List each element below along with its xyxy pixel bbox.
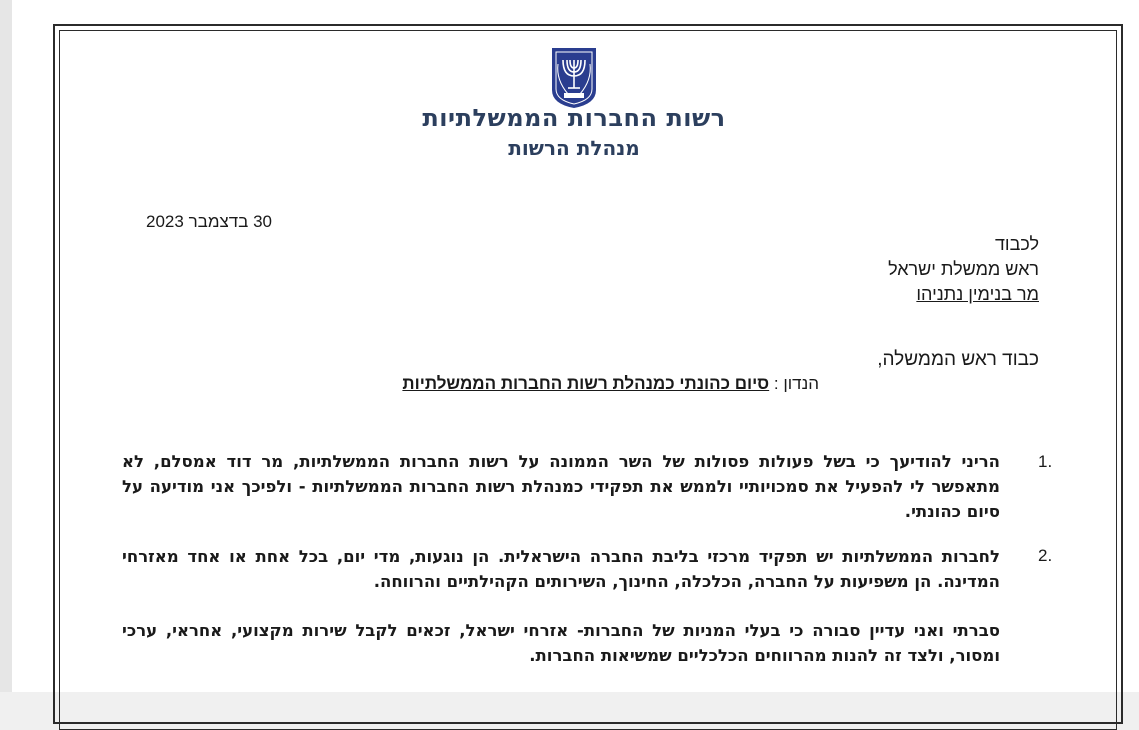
screen-edge — [0, 0, 12, 692]
recipient-name: מר בנימין נתניהו — [916, 284, 1039, 304]
paragraph-number: 2. — [1038, 546, 1053, 565]
subject-text: סיום כהונתי כמנהלת רשות החברות הממשלתיות — [402, 374, 770, 393]
letter-date: 30 בדצמבר 2023 — [146, 212, 272, 231]
paragraph-number: 1. — [1038, 452, 1053, 471]
paragraph-text: הריני להודיעך כי בשל פעולות פסולות של השר הממונה על רשות החברות הממשלתיות, מר דוד אמסלם, לא מתאפשר לי להפעיל את סמכויותיי ולממש את תפקידי כמנהלת רשות החברות הממשלתיות - ולפיכך אני מודיעה על סיום כהונתי. — [122, 452, 1000, 521]
salutation: כבוד ראש הממשלה, — [877, 349, 1039, 370]
recipient-line-2: ראש ממשלת ישראל — [888, 259, 1039, 279]
paragraph-text: לחברות הממשלתיות יש תפקיד מרכזי בליבת החברה הישראלית. הן נוגעות, מדי יום, בכל אחת או אחד מאזרחי המדינה. הן משפיעות על החברה, הכלכלה, החינוך, השירותים הקהילתיים והרווחה. — [122, 547, 1000, 591]
org-title: רשות החברות הממשלתיות — [422, 104, 726, 132]
subject-line — [402, 374, 819, 394]
subject-label: הנדון : — [773, 374, 819, 393]
letter-page — [12, 0, 1139, 692]
paragraph-text: סברתי ואני עדיין סבורה כי בעלי המניות של החברות- אזרחי ישראל, זכאים לקבל שירות מקצועי, אחראי, ערכי ומסור, ולצד זה להנות מהרווחים הכלכליים שמשיאות החברות. — [122, 621, 1000, 665]
recipient-line-1: לכבוד — [994, 234, 1039, 254]
state-emblem-icon — [550, 46, 598, 110]
org-subtitle: מנהלת הרשות — [508, 136, 640, 160]
